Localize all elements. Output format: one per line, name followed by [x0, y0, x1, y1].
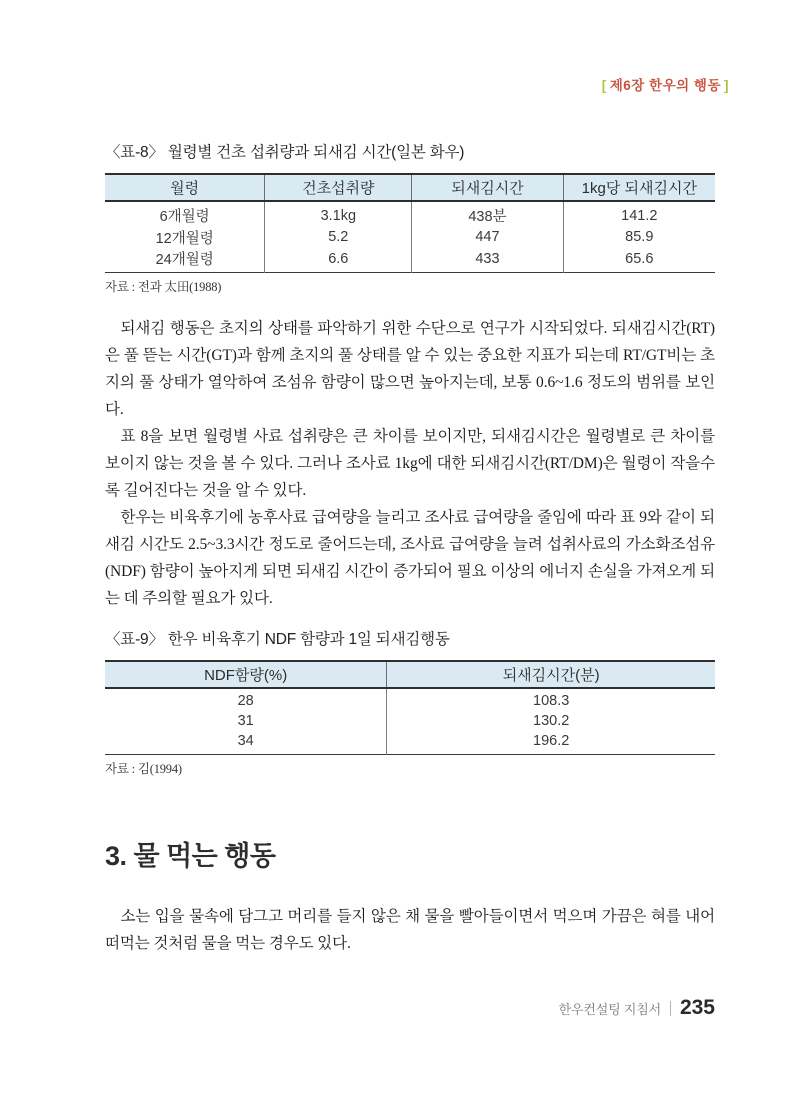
table-row: [105, 710, 715, 732]
chapter-header: [105, 74, 729, 94]
table-8-cell: 141.2: [621, 207, 658, 224]
table-9-header-cell: 되새김시간(분): [387, 661, 715, 688]
table-9-header-cell: NDF함량(%): [105, 661, 387, 688]
table-8-header-row: [105, 174, 715, 201]
table-8-cell: 65.6: [625, 250, 654, 267]
table-9-caption: 〈표-9〉 한우 비육후기 NDF 함량과 1일 되새김행동: [105, 631, 450, 648]
table-8-header-cell: 1kg당 되새김시간: [563, 174, 715, 201]
page-footer: [559, 996, 715, 1020]
table-8-cell: 447: [412, 226, 563, 248]
table-8-cell: 5.2: [265, 226, 412, 248]
footer-book-title: 한우컨설팅 지침서: [558, 1002, 661, 1017]
table-row: [105, 732, 715, 754]
table-row: [105, 688, 715, 710]
table-8-cell: 438분: [412, 201, 563, 226]
table-8-header-cell: 월령: [105, 174, 265, 201]
table-8-cell: 24개월령: [105, 248, 265, 273]
table-9-source: 자료 : 김(1994): [105, 761, 182, 776]
table-row: [105, 201, 715, 226]
page-content: [105, 0, 729, 957]
table-9-header-row: [105, 661, 715, 688]
table-9-cell: 130.2: [533, 713, 570, 729]
table-8-header-cell: 되새김시간: [412, 174, 563, 201]
chapter-header-title: 제6장 한우의 행동: [609, 78, 721, 93]
table-row: [105, 226, 715, 248]
footer-page-number: 235: [679, 996, 715, 1019]
table-9-cell: 28: [105, 688, 387, 710]
footer-divider: [670, 1001, 671, 1016]
body-text: [105, 315, 715, 612]
table-8: [105, 173, 715, 273]
section-heading: 3. 물 먹는 행동: [105, 840, 276, 871]
table-9: [105, 660, 715, 755]
paragraph: 소는 입을 물속에 담그고 머리를 들지 않은 채 물을 빨아들이면서 먹으며 가끔은 혀를 내어 떠먹는 것처럼 물을 먹는 경우도 있다.: [105, 907, 715, 952]
table-8-caption: 〈표-8〉 월령별 건초 섭취량과 되새김 시간(일본 화우): [105, 144, 465, 161]
table-9-cell: 34: [105, 732, 387, 754]
table-8-cell: 85.9: [625, 229, 654, 245]
table-row: [105, 248, 715, 273]
chapter-header-close-bracket: ]: [724, 78, 729, 93]
table-9-cell: 196.2: [533, 733, 570, 750]
paragraph: 표 8을 보면 월령별 사료 섭취량은 큰 차이를 보이지만, 되새김시간은 월령별로 큰 차이를 보이지 않는 것을 볼 수 있다. 그러나 조사료 1kg에 대한 되새김시간(RT/DM)은 월령이 작을수록 길어진다는 것을 알 수 있다.: [105, 428, 715, 499]
table-8-cell: 6개월령: [105, 201, 265, 226]
table-9-cell: 108.3: [533, 693, 570, 709]
chapter-header-open-bracket: [: [601, 78, 607, 93]
table-8-cell: 433: [412, 248, 563, 273]
table-8-cell: 6.6: [265, 248, 412, 273]
paragraph: 한우는 비육후기에 농후사료 급여량을 늘리고 조사료 급여량을 줄임에 따라 표 9와 같이 되새김 시간도 2.5~3.3시간 정도로 줄어드는데, 조사료 급여량을 늘려 섭취사료의 가소화조섬유(NDF) 함량이 높아지게 되면 되새김 시간이 증가되어 필요 이상의 에너지 손실을 가져오게 되는 데 주의할 필요가 있다.: [105, 509, 715, 607]
table-8-cell: 3.1kg: [265, 201, 412, 226]
paragraph: 되새김 행동은 초지의 상태를 파악하기 위한 수단으로 연구가 시작되었다. 되새김시간(RT)은 풀 뜯는 시간(GT)과 함께 초지의 풀 상태를 알 수 있는 중요한 지표가 되는데 RT/GT비는 초지의 풀 상태가 열악하여 조섬유 함량이 많으면 높아지는데, 보통 0.6~1.6 정도의 범위를 보인다.: [105, 320, 715, 418]
table-8-header-cell: 건초섭취량: [265, 174, 412, 201]
table-9-cell: 31: [105, 710, 387, 732]
table-8-cell: 12개월령: [105, 226, 265, 248]
table-8-source: 자료 : 전과 太田(1988): [105, 280, 222, 294]
